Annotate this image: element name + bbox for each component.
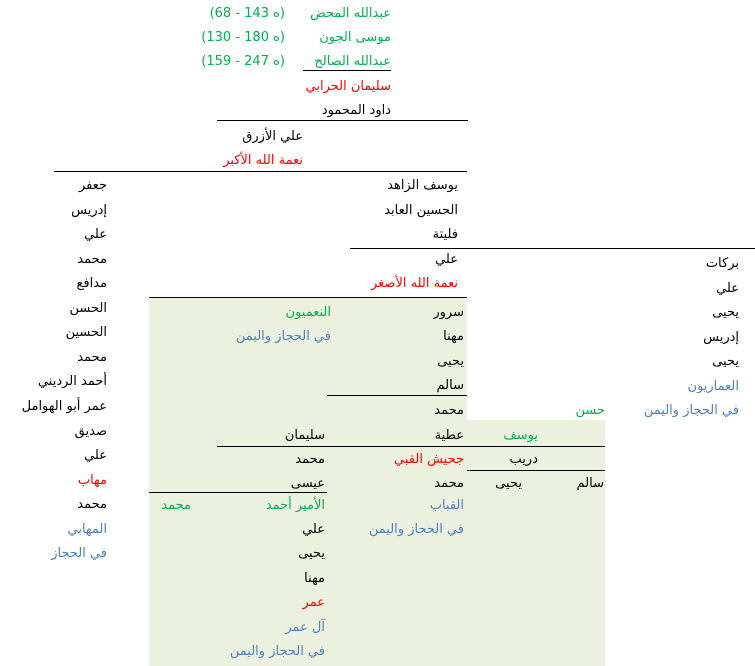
line-under-darib	[467, 470, 605, 471]
lineage-dawud: داود المحمود	[321, 103, 391, 118]
mid-col-item-3: علي	[435, 251, 458, 267]
left-col-item-0: جعفر	[78, 178, 107, 193]
ancestor-2-dates: (ه 180 - 130)	[201, 30, 285, 45]
amir-line-item-4: آل عمر	[285, 619, 325, 635]
lineage-nimatullah-akbar: نعمة الله الأكبر	[223, 153, 303, 168]
left-col-item-15: في الحجاز	[51, 546, 107, 562]
label-muhammad-c: محمد	[161, 498, 191, 513]
label-naimiyun: النعميون	[285, 305, 331, 320]
mid-col-item-4: نعمة الله الأصغر	[371, 276, 458, 291]
label-muhammad-b: محمد	[295, 452, 325, 467]
line-under-falita	[350, 248, 755, 249]
amir-line-item-5: في الحجاز واليمن	[229, 644, 325, 659]
label-hasan: حسن	[575, 403, 605, 418]
left-col-item-6: الحسين	[65, 325, 107, 341]
right-col-item-6: في الحجاز واليمن	[643, 403, 739, 418]
label-salim: سالم	[576, 476, 604, 491]
left-col-item-2: علي	[84, 227, 107, 243]
left-col-item-14: المهابي	[67, 521, 107, 537]
right-col-item-2: يحيى	[712, 305, 739, 320]
left-col-item-4: مدافع	[76, 276, 107, 292]
right-col-item-0: بركات	[705, 256, 739, 271]
label-sulayman: سليمان	[284, 428, 325, 443]
label-amir-ahmad: الأمير أحمد	[265, 498, 325, 513]
right-col-item-3: إدريس	[703, 329, 739, 345]
line-under-dawud	[217, 120, 468, 121]
right-col-item-1: علي	[716, 280, 739, 296]
amir-line-item-3: عمر	[302, 595, 325, 611]
left-col-item-13: محمد	[77, 497, 107, 513]
line-under-salim	[327, 395, 467, 396]
left-col-item-7: محمد	[77, 349, 107, 365]
amir-line-item-1: يحيى	[298, 546, 325, 562]
left-col-item-11: علي	[84, 448, 107, 464]
center-list-item-1: مهنا	[443, 329, 464, 344]
ancestor-3-name: عبدالله الصالح	[314, 54, 391, 69]
line-under-nimatullah-asghar	[149, 297, 467, 298]
left-col-item-9: عمر أبو الهوامل	[21, 398, 107, 414]
ancestor-1-dates: (ه 143 - 68)	[209, 6, 285, 21]
center-list-item-4: محمد	[434, 403, 464, 418]
left-col-item-5: الحسن	[69, 300, 107, 316]
amir-line-item-0: علي	[302, 522, 325, 537]
right-col-item-4: يحيى	[712, 354, 739, 369]
lineage-sulayman: سليمان الحرابي	[305, 79, 391, 94]
label-isa: عيسى	[290, 476, 325, 491]
line-under-nimatullah	[54, 171, 467, 172]
center-list-muhammad: محمد	[434, 476, 464, 491]
label-darib: دريب	[509, 452, 538, 467]
left-col-item-8: أحمد الرديني	[37, 374, 107, 390]
ancestor-3-dates: (ه 247 - 159)	[201, 54, 285, 69]
label-qabbab-location: في الحجاز واليمن	[368, 522, 464, 537]
mid-col-item-1: الحسين العابد	[384, 202, 458, 218]
center-list-item-3: سالم	[436, 378, 464, 393]
mid-col-item-0: يوسف الزاهد	[387, 178, 458, 193]
amir-line-item-2: مهنا	[304, 570, 325, 586]
center-list-item-6: جحيش القبي	[394, 452, 464, 467]
ancestor-2-name: موسى الجون	[319, 30, 391, 45]
line-under-muhammad-row	[217, 446, 605, 447]
label-naimiyun-location: في الحجاز واليمن	[235, 329, 331, 344]
left-col-item-1: إدريس	[71, 202, 107, 218]
left-col-item-10: صديق	[74, 423, 107, 439]
ancestor-1-name: عبدالله المحض	[310, 6, 391, 21]
center-list-item-5: عطية	[434, 428, 464, 443]
left-col-item-3: محمد	[77, 251, 107, 267]
center-list-item-2: يحيى	[437, 354, 464, 369]
center-list-item-0: سرور	[433, 305, 464, 320]
label-qabbab: القباب	[429, 498, 464, 513]
mid-col-item-2: فليتة	[432, 227, 458, 242]
label-yusuf: يوسف	[503, 428, 538, 443]
left-col-item-12: مهاب	[77, 472, 107, 488]
lineage-ali-azraq: علي الأزرق	[242, 129, 303, 144]
label-yahya: يحيى	[495, 476, 522, 491]
right-col-item-5: العماريون	[687, 378, 739, 394]
